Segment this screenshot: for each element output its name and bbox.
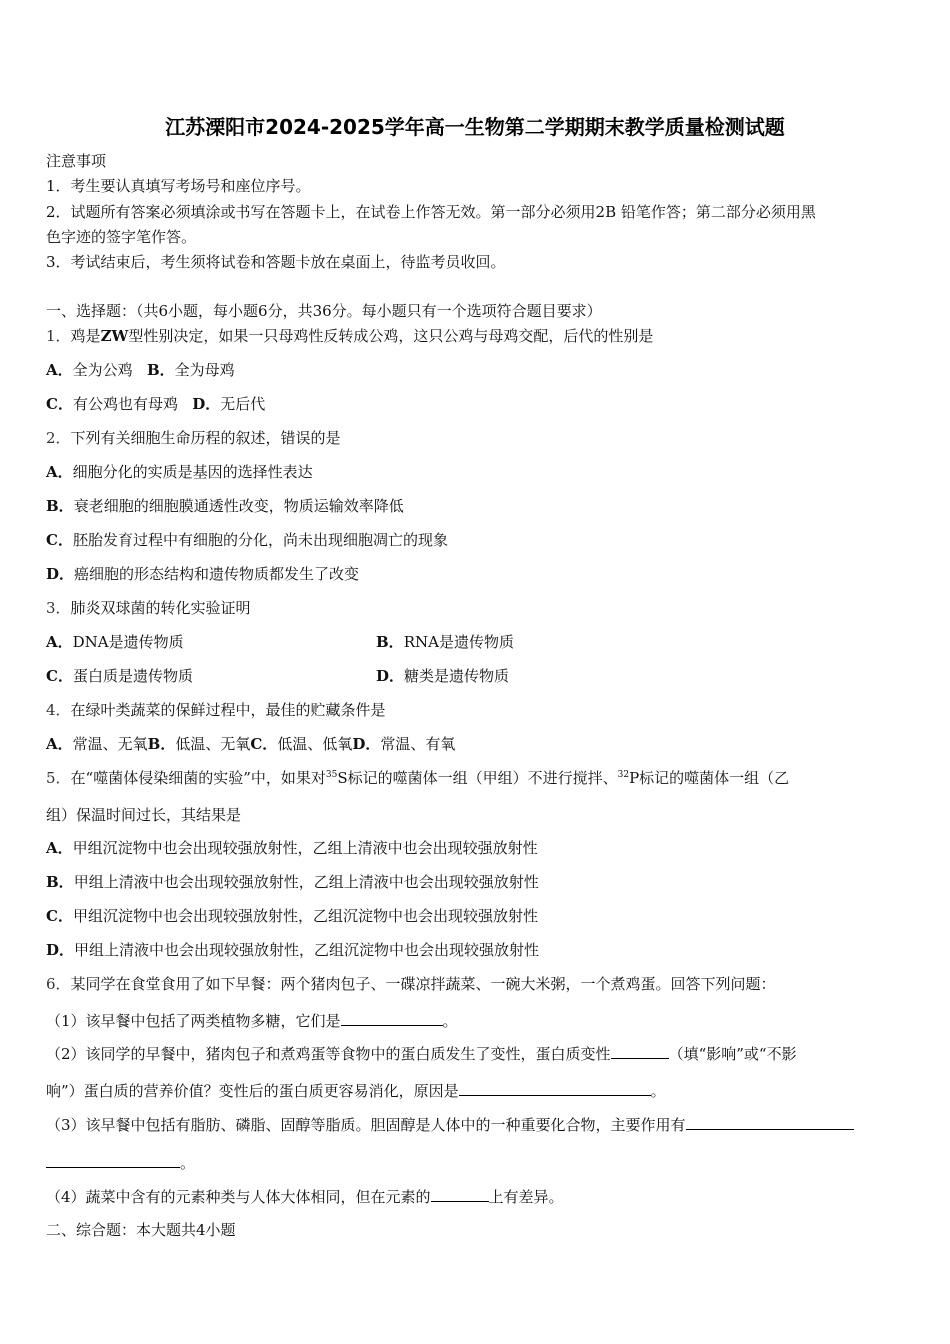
question-6-part-3-cont: 。 (46, 1152, 904, 1173)
question-2-option-b: B．衰老细胞的细胞膜通透性改变，物质运输效率降低 (46, 497, 404, 515)
question-6-part-2-cont: 响”）蛋白质的营养价值？变性后的蛋白质更容易消化，原因是 。 (46, 1082, 666, 1100)
question-1-options-cd: C．有公鸡也有母鸡 D．无后代 (46, 395, 266, 413)
answer-blank[interactable] (611, 1043, 669, 1059)
question-4-options: A．常温、无氧B．低温、无氧C．低温、低氧D．常温、有氧 (46, 735, 456, 753)
question-3-stem: 3．肺炎双球菌的转化实验证明 (46, 599, 251, 617)
notice-item-3: 3．考试结束后，考生须将试卷和答题卡放在桌面上，待监考员收回。 (46, 253, 506, 271)
notice-item-1: 1．考生要认真填写考场号和座位序号。 (46, 177, 311, 195)
question-5-stem-cont: 组）保温时间过长，其结果是 (46, 806, 242, 824)
option-d: 无后代 (220, 395, 266, 413)
question-number: 6． (46, 975, 71, 993)
section1-heading: 一、选择题：（共6小题，每小题6分，共36分。每小题只有一个选项符合题目要求） (46, 302, 602, 320)
question-number: 1． (46, 327, 71, 345)
option-c: 蛋白质是遗传物质 (72, 667, 193, 685)
option-c: 有公鸡也有母鸡 (72, 395, 178, 413)
question-2-option-d: D．癌细胞的形态结构和遗传物质都发生了改变 (46, 565, 360, 583)
question-6-part-4: （4）蔬菜中含有的元素种类与人体大体相同，但在元素的 上有差异。 (46, 1188, 564, 1206)
question-number: 4． (46, 701, 71, 719)
answer-blank[interactable] (341, 1010, 443, 1026)
page-title: 江苏溧阳市2024-2025学年高一生物第二学期期末教学质量检测试题 (165, 115, 785, 139)
option-b: RNA是遗传物质 (403, 633, 514, 651)
question-3-options-ab: A．DNA是遗传物质 B．RNA是遗传物质 (46, 633, 514, 651)
question-6-part-1: （1）该早餐中包括了两类植物多糖，它们是 。 (46, 1012, 458, 1030)
option-c: 低温、低氧 (277, 735, 353, 753)
notice-heading: 注意事项 (46, 152, 107, 170)
option-a: DNA是遗传物质 (72, 633, 184, 651)
question-2-option-a: A．细胞分化的实质是基因的选择性表达 (46, 463, 313, 481)
question-3-options-cd: C．蛋白质是遗传物质 D．糖类是遗传物质 (46, 667, 510, 685)
question-5-stem: 5．在“噬菌体侵染细菌的实验”中，如果对$^{35}$S标记的噬菌体一组（甲组）不进行搅拌、$^{32}$P标记的噬菌体一组（乙 (46, 769, 790, 787)
option-a: 常温、无氧 (72, 735, 148, 753)
answer-blank[interactable] (686, 1114, 854, 1130)
answer-blank[interactable] (459, 1080, 651, 1096)
section2-heading: 二、综合题：本大题共4小题 (46, 1221, 236, 1239)
question-5-option-b: B．甲组上清液中也会出现较强放射性，乙组上清液中也会出现较强放射性 (46, 873, 539, 891)
question-1-stem: 1．鸡是ZW型性别决定，如果一只母鸡性反转成公鸡，这只公鸡与母鸡交配，后代的性别是 (46, 327, 654, 345)
answer-blank[interactable] (46, 1152, 180, 1168)
question-2-stem: 2．下列有关细胞生命历程的叙述，错误的是 (46, 429, 341, 447)
option-d: 常温、有氧 (380, 735, 456, 753)
question-5-option-a: A．甲组沉淀物中也会出现较强放射性，乙组上清液中也会出现较强放射性 (46, 839, 538, 857)
option-a: 全为公鸡 (72, 361, 133, 379)
question-6-part-3: （3）该早餐中包括有脂肪、磷脂、固醇等脂质。胆固醇是人体中的一种重要化合物，主要作用有 (46, 1114, 904, 1135)
notice-item-2: 2．试题所有答案必须填涂或书写在答题卡上，在试卷上作答无效。第一部分必须用2B 铅笔作答；第二部分必须用黑 (46, 203, 816, 221)
question-number: 3． (46, 599, 71, 617)
question-4-stem: 4．在绿叶类蔬菜的保鲜过程中，最佳的贮藏条件是 (46, 701, 386, 719)
question-2-option-c: C．胚胎发育过程中有细胞的分化，尚未出现细胞凋亡的现象 (46, 531, 448, 549)
answer-blank[interactable] (431, 1186, 489, 1202)
option-b: 全为母鸡 (174, 361, 235, 379)
question-5-option-c: C．甲组沉淀物中也会出现较强放射性，乙组沉淀物中也会出现较强放射性 (46, 907, 538, 925)
option-d: 糖类是遗传物质 (404, 667, 510, 685)
question-5-option-d: D．甲组上清液中也会出现较强放射性，乙组沉淀物中也会出现较强放射性 (46, 941, 540, 959)
question-number: 5． (46, 769, 71, 787)
question-6-stem: 6．某同学在食堂食用了如下早餐：两个猪肉包子、一碟凉拌蔬菜、一碗大米粥，一个煮鸡蛋。回答下列问题： (46, 975, 776, 993)
option-b: 低温、无氧 (175, 735, 251, 753)
question-1-options-ab: A．全为公鸡 B．全为母鸡 (46, 361, 235, 379)
notice-item-2-cont: 色字迹的签字笔作答。 (46, 228, 197, 246)
question-6-part-2: （2）该同学的早餐中，猪肉包子和煮鸡蛋等食物中的蛋白质发生了变性，蛋白质变性 （填“影响”或“不影 (46, 1045, 797, 1063)
question-number: 2． (46, 429, 71, 447)
